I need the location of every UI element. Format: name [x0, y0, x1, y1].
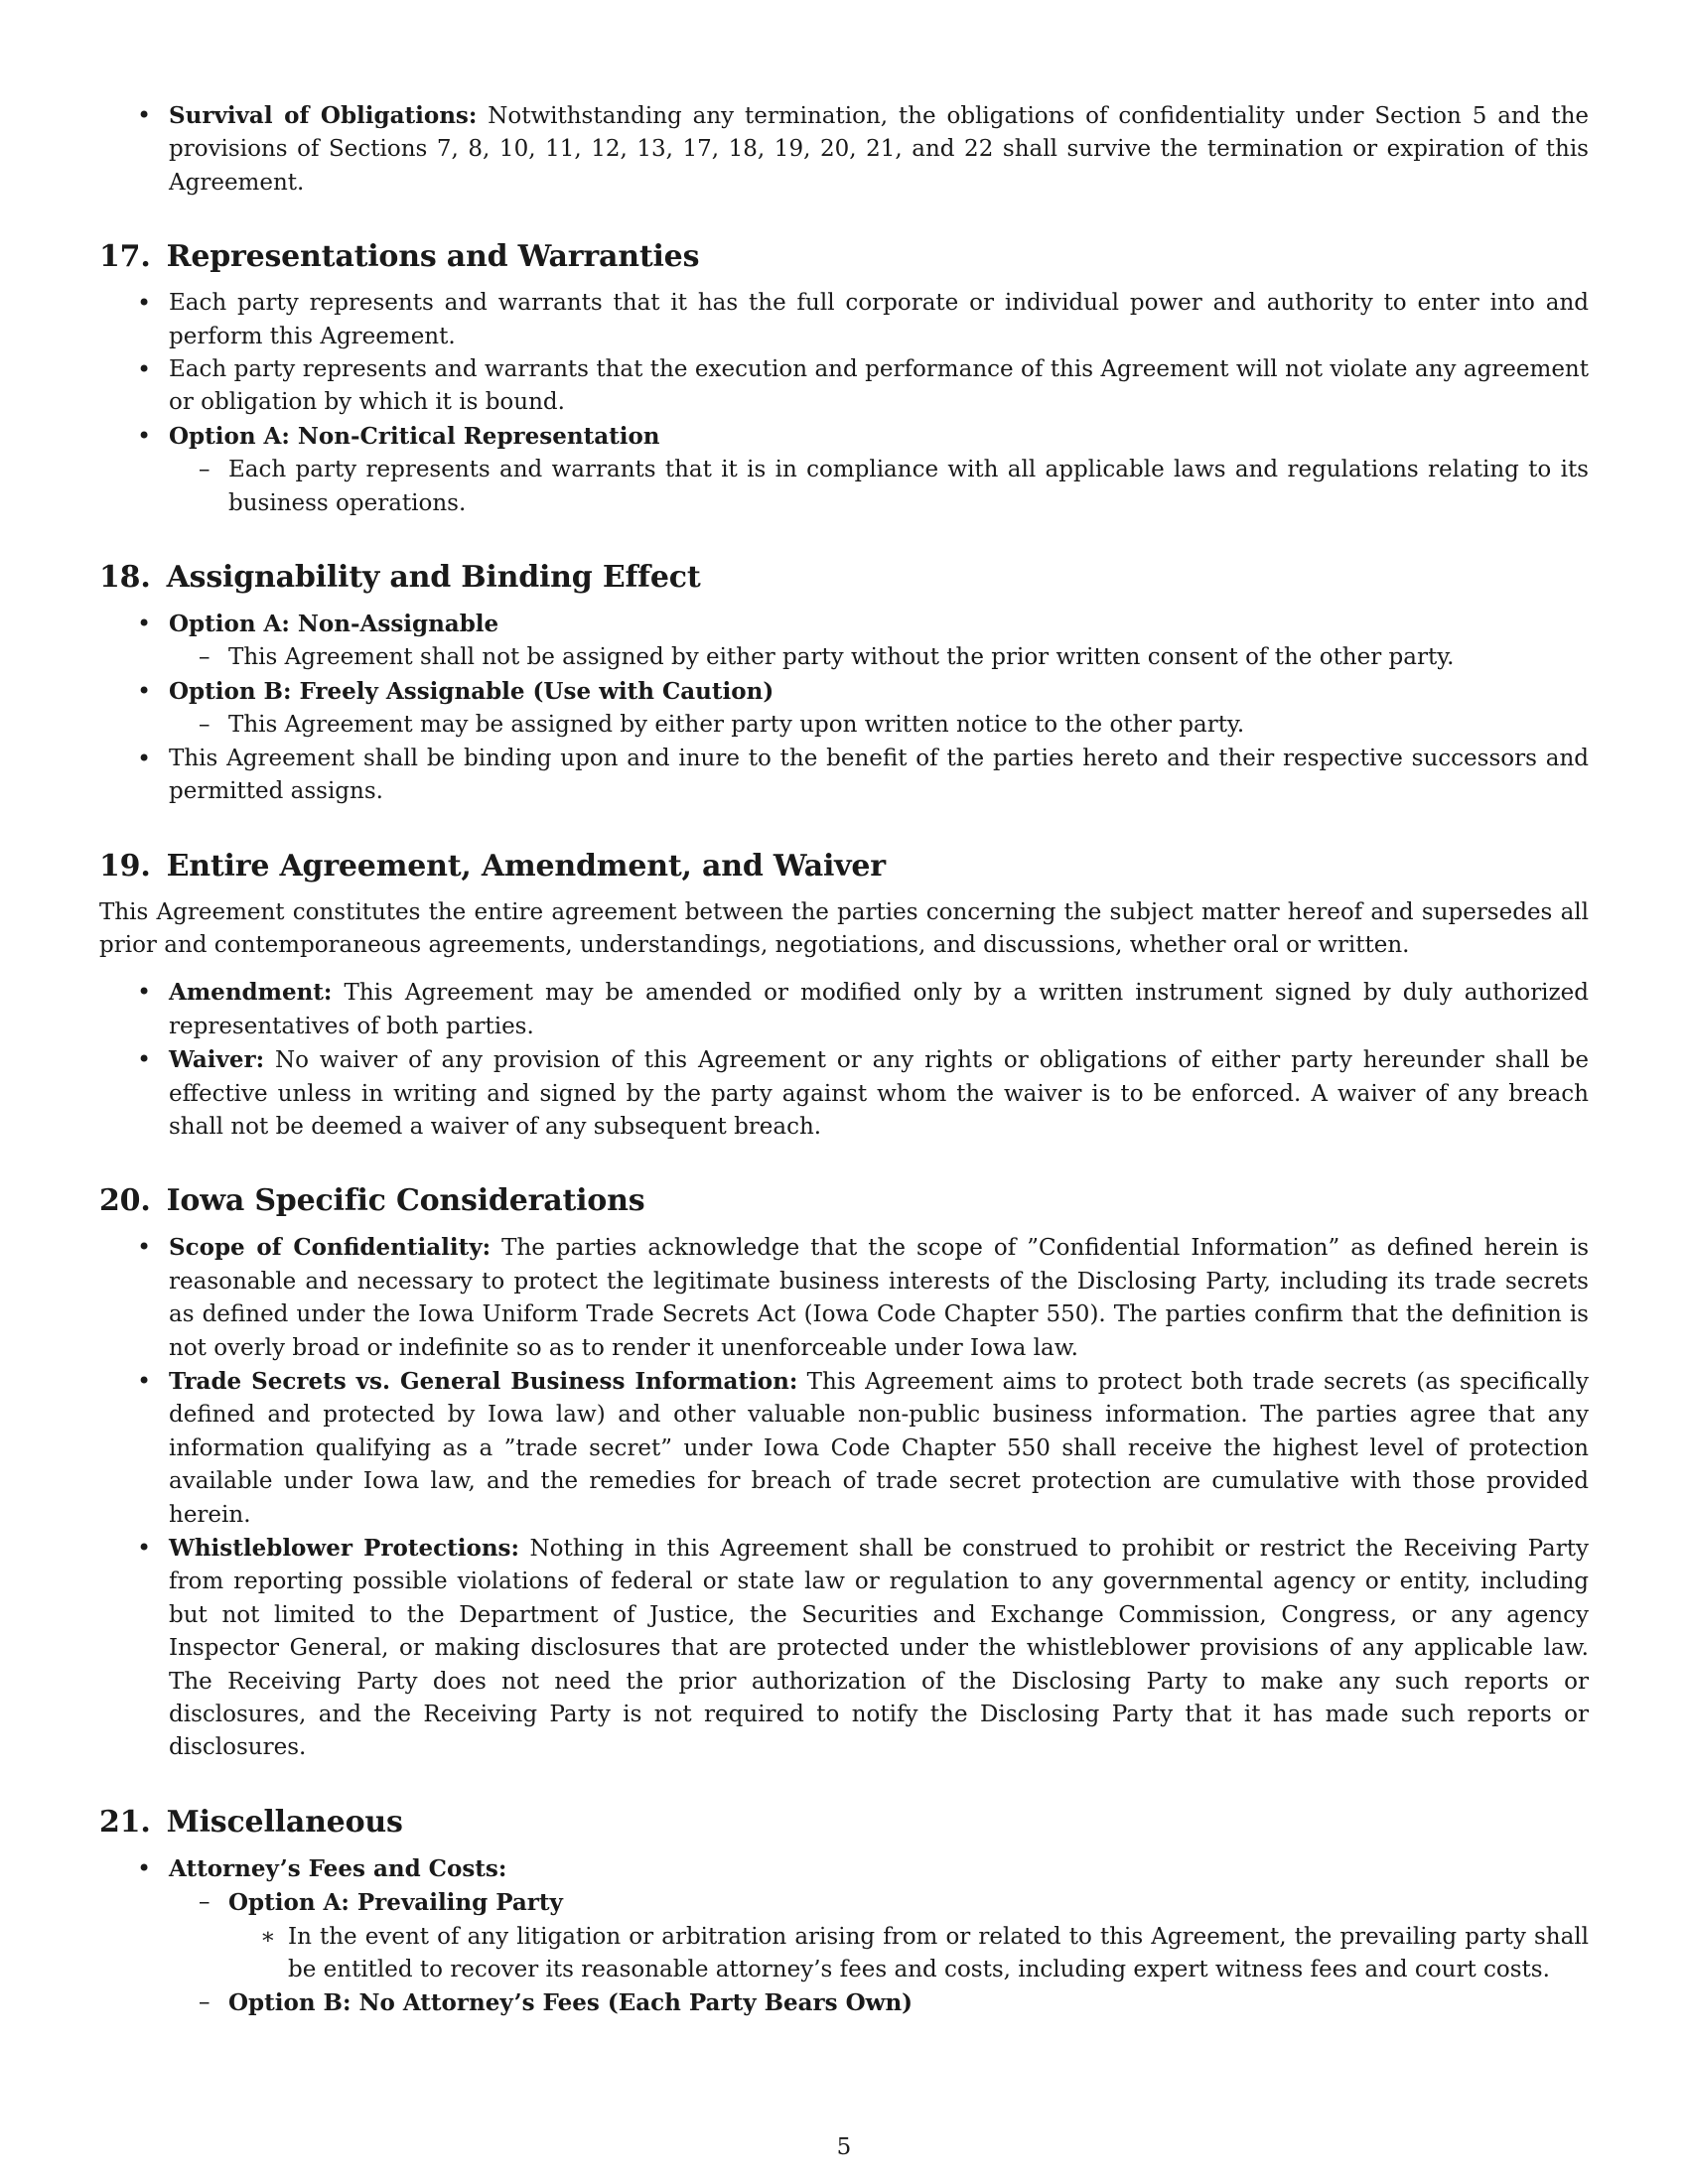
trade-secrets-text: This Agreement aims to protect both trade secrets (as specifically defined and protected by Iowa law) and other valuable non-public business information. The parties agree that any information qualifying as a ”trade secret” under Iowa Code Chapter 550 shall receive the highest level of protection available under Iowa law, and the remedies for breach of trade secret protection are cumulative with those provided herein.	[169, 1368, 1589, 1528]
list-item	[99, 608, 1589, 675]
list-item	[99, 1532, 1589, 1765]
whistleblower-text: Nothing in this Agreement shall be construed to prohibit or restrict the Receiving Party from reporting possible violations of federal or state law or regulation to any governmental agency or entity, including but not limited to the Department of Justice, the Securities and Exchange Commission, Congress, or any agency Inspector General, or making disclosures that are protected under the whistleblower provisions of any applicable law. The Receiving Party does not need the prior authorization of the Disclosing Party to make any such reports or disclosures, and the Receiving Party is not required to notify the Disclosing Party that it has made such reports or disclosures.	[169, 1536, 1589, 1761]
section-17-title: Representations and Warranties	[166, 239, 700, 275]
waiver-label: Waiver:	[169, 1046, 265, 1074]
list-item: • Each party represents and warrants that the execution and performance of this Agreement will not violate any agreement or obligation by which it is bound.	[99, 353, 1589, 420]
page-number: 5	[836, 2134, 852, 2160]
sub-list	[169, 1886, 1589, 2021]
sub-list-item	[169, 1886, 1589, 1986]
sub-list	[169, 709, 1589, 742]
section-21-heading	[99, 1803, 1589, 1843]
amendment-label: Amendment:	[169, 979, 333, 1007]
list-item: • This Agreement shall be binding upon and inure to the benefit of the parties hereto and their respective successors and permitted assigns.	[99, 743, 1589, 809]
list-item	[99, 1043, 1589, 1144]
document-page	[99, 99, 1589, 2021]
section-19-heading	[99, 847, 1589, 887]
section-20-title: Iowa Specific Considerations	[166, 1183, 645, 1219]
list-item	[99, 976, 1589, 1043]
survival-list	[99, 99, 1589, 200]
trade-secrets-label: Trade Secrets vs. General Business Information:	[169, 1367, 798, 1395]
section-20-heading	[99, 1181, 1589, 1221]
option-label: Option A: Non-Assignable	[169, 611, 499, 638]
sub-list-item	[169, 1986, 1589, 2020]
list-item	[99, 675, 1589, 743]
survival-text: Notwithstanding any termination, the obligations of confidentiality under Section 5 and the provisions of Sections 7, 8, 10, 11, 12, 13, 17, 18, 19, 20, 21, and 22 shall survive the termination or expiration of this Agreement.	[169, 103, 1589, 196]
section-17-list	[99, 287, 1589, 520]
section-19-intro: This Agreement constitutes the entire agreement between the parties concerning the subject matter hereof and supersedes all prior and contemporaneous agreements, understandings, negotiations, and discussions, whether oral or written.	[99, 898, 1589, 958]
section-17-heading	[99, 237, 1589, 277]
waiver-text: No waiver of any provision of this Agreement or any rights or obligations of either party hereunder shall be effective unless in writing and signed by the party against whom the waiver is to be enforced. A waiver of any breach shall not be deemed a waiver of any subsequent breach.	[169, 1047, 1589, 1140]
section-17-number: 17.	[99, 239, 151, 275]
section-19-list	[99, 976, 1589, 1144]
sub-list	[169, 641, 1589, 674]
sub-sub-list	[228, 1921, 1589, 1987]
section-18-title: Assignability and Binding Effect	[166, 560, 701, 596]
section-19-title: Entire Agreement, Amendment, and Waiver	[166, 848, 886, 884]
scope-text: The parties acknowledge that the scope of ”Confidential Information” as defined herein is reasonable and necessary to protect the legitimate business interests of the Disclosing Party, including its trade secrets as defined under the Iowa Uniform Trade Secrets Act (Iowa Code Chapter 550). The parties confirm that the definition is not overly broad or indefinite so as to render it unenforceable under Iowa law.	[169, 1235, 1589, 1361]
sub-list-item: – This Agreement shall not be assigned by either party without the prior written consent of the other party.	[169, 641, 1589, 674]
option-label: Option A: Non-Critical Representation	[169, 422, 660, 450]
section-19-number: 19.	[99, 848, 151, 884]
section-20-list	[99, 1231, 1589, 1765]
section-21-number: 21.	[99, 1804, 151, 1840]
section-20-number: 20.	[99, 1183, 151, 1219]
sub-sub-list-item: ∗ In the event of any litigation or arbitration arising from or related to this Agreement, the prevailing party shall be entitled to recover its reasonable attorney’s fees and costs, including expert witness fees and court costs.	[228, 1921, 1589, 1987]
list-item	[99, 420, 1589, 520]
list-item	[99, 1231, 1589, 1365]
survival-item	[99, 99, 1589, 200]
option-label: Option B: Freely Assignable (Use with Caution)	[169, 677, 774, 705]
list-item	[99, 1365, 1589, 1532]
option-label: Option B: No Attorney’s Fees (Each Party Bears Own)	[228, 1989, 914, 2017]
whistleblower-label: Whistleblower Protections:	[169, 1535, 519, 1562]
amendment-text: This Agreement may be amended or modified only by a written instrument signed by duly authorized representatives of both parties.	[169, 980, 1589, 1039]
section-18-number: 18.	[99, 560, 151, 596]
sub-list-item: – This Agreement may be assigned by either party upon written notice to the other party.	[169, 709, 1589, 742]
fees-label: Attorney’s Fees and Costs:	[169, 1854, 507, 1882]
section-18-heading	[99, 558, 1589, 598]
section-21-title: Miscellaneous	[166, 1804, 403, 1840]
list-item: • Each party represents and warrants that it has the full corporate or individual power and authority to enter into and perform this Agreement.	[99, 287, 1589, 353]
section-21-list	[99, 1852, 1589, 2021]
sub-list-item: – Each party represents and warrants that it is in compliance with all applicable laws and regulations relating to its business operations.	[169, 454, 1589, 520]
option-label: Option A: Prevailing Party	[228, 1889, 563, 1917]
survival-label: Survival of Obligations:	[169, 102, 478, 129]
sub-list	[169, 454, 1589, 520]
scope-label: Scope of Confidentiality:	[169, 1234, 492, 1262]
list-item	[99, 1852, 1589, 2021]
section-18-list	[99, 608, 1589, 808]
